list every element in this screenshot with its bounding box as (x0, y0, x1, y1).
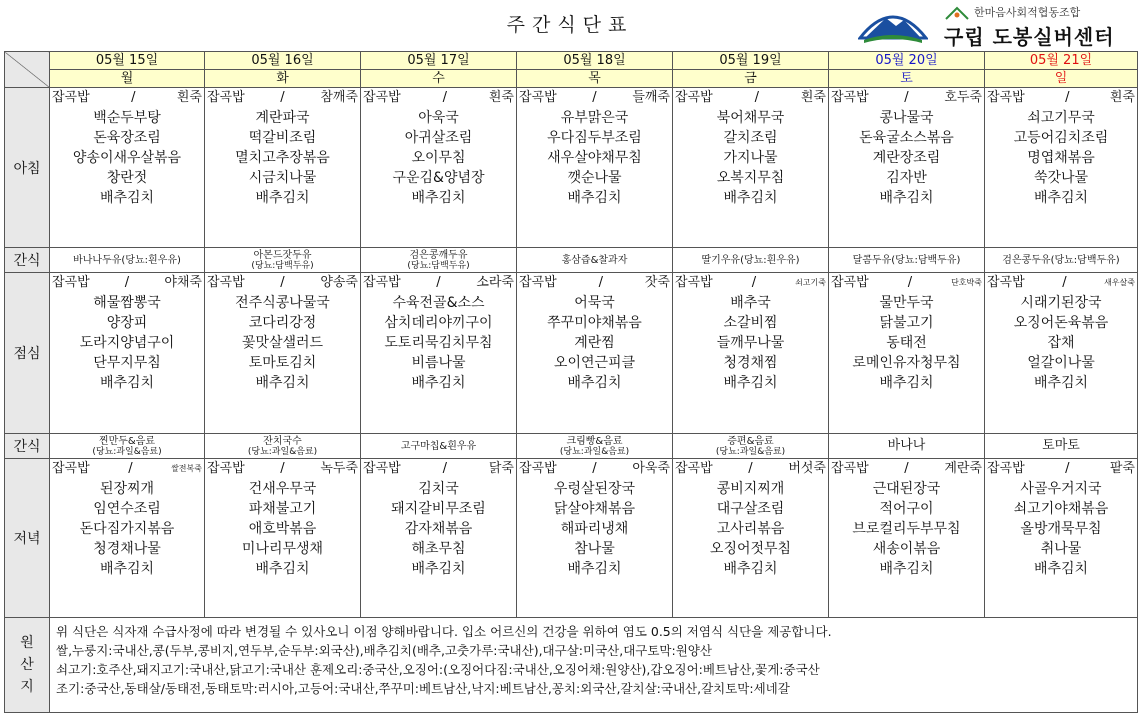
origin-label-char: 원 (20, 635, 34, 651)
snack-diabetic-note: (당뇨:담백두유) (407, 260, 470, 271)
snack-diabetic-note: (당뇨:과일&음료) (715, 446, 786, 457)
lunch-cell (205, 273, 361, 434)
slash-divider: / (442, 461, 447, 476)
porridge-name: 단호박죽 (951, 278, 982, 287)
dish-item: 근대된장국 (872, 481, 941, 497)
rice-porridge-line (363, 459, 514, 479)
dish-item: 콩비지찌개 (716, 481, 785, 497)
weekday-header: 금 (673, 70, 829, 88)
dish-item: 멸치고추장볶음 (235, 150, 330, 166)
porridge-name: 쇠고기죽 (795, 278, 826, 287)
rice-porridge-line (519, 459, 670, 479)
date-header: 05월 19일 (673, 52, 829, 70)
rice-label: 잡곡밥 (987, 461, 1025, 476)
rice-label: 잡곡밥 (831, 275, 869, 290)
porridge-name: 녹두죽 (320, 461, 358, 476)
slash-divider: / (280, 275, 285, 290)
date-header: 05월 15일 (50, 52, 205, 70)
dish-item: 꽃맛살샐러드 (241, 335, 324, 351)
snack-diabetic-note: (당뇨:담백두유) (251, 260, 314, 271)
snack-item: 토마토 (1042, 438, 1080, 453)
dish-item: 해파리냉채 (560, 521, 629, 537)
breakfast-cell (517, 88, 673, 248)
dish-item: 청경채나물 (93, 541, 161, 557)
dish-item: 참나물 (574, 541, 615, 557)
dinner-cell (985, 459, 1138, 618)
dish-item: 대구살조림 (716, 501, 785, 517)
slash-divider: / (1065, 90, 1070, 105)
snack1-cell (829, 248, 985, 273)
slash-divider: / (1065, 461, 1070, 476)
logo-mountain-icon (858, 4, 928, 44)
breakfast-cell (361, 88, 517, 248)
dish-item: 배추김치 (411, 561, 466, 577)
dish-item: 배추김치 (879, 561, 934, 577)
snack-item: 딸기우유(당뇨:흰우유) (701, 254, 800, 266)
dish-item: 오이무침 (411, 150, 466, 166)
porridge-name: 흰죽 (1109, 90, 1135, 105)
logo-coop-name: 한마음사회적협동조합 (944, 4, 1080, 20)
slash-divider: / (754, 90, 759, 105)
dinner-cell (829, 459, 985, 618)
dish-item: 배추김치 (255, 375, 310, 391)
dish-item: 배추김치 (567, 561, 622, 577)
dish-item: 닭불고기 (879, 315, 934, 331)
dish-item: 단무지무침 (93, 355, 161, 371)
rice-label: 잡곡밥 (363, 461, 401, 476)
dish-item: 배추김치 (99, 375, 155, 391)
dish-item: 김자반 (886, 170, 927, 186)
snack2-cell (361, 434, 517, 459)
dinner-cell (361, 459, 517, 618)
rice-label: 잡곡밥 (52, 461, 90, 476)
snack-diabetic-note: (당뇨:과일&음료) (92, 446, 162, 457)
porridge-name: 흰죽 (176, 90, 202, 105)
breakfast-cell (985, 88, 1138, 248)
dish-item: 적어구이 (879, 501, 934, 517)
rice-label: 잡곡밥 (675, 275, 713, 290)
dish-item: 쇠고기야채볶음 (1013, 501, 1109, 517)
slash-divider: / (442, 90, 447, 105)
porridge-name: 소라죽 (476, 275, 514, 290)
dish-item: 배추김치 (567, 190, 622, 206)
snack-diabetic-note: (당뇨:과일&음료) (559, 446, 630, 457)
origin-label (5, 618, 50, 713)
porridge-name: 참깨죽 (320, 90, 358, 105)
dish-item: 아욱국 (418, 110, 459, 126)
dish-item: 오복지무침 (716, 170, 785, 186)
snack-item: 바나나 (887, 438, 926, 453)
snack-item: 아몬드잣두유 (253, 249, 312, 261)
snack2-row (5, 434, 1138, 459)
dish-item: 배추김치 (879, 375, 934, 391)
dish-item: 콩나물국 (879, 110, 934, 126)
dish-item: 얼갈이나물 (1027, 355, 1095, 371)
rice-label: 잡곡밥 (207, 275, 245, 290)
dish-item: 돈다짐가지볶음 (79, 521, 175, 537)
rice-label: 잡곡밥 (831, 461, 869, 476)
date-header: 05월 16일 (205, 52, 361, 70)
dish-item: 된장찌개 (99, 481, 155, 497)
dish-item: 삼치데리야끼구이 (384, 315, 493, 331)
dish-item: 돼지갈비무조림 (391, 501, 486, 517)
rice-porridge-line (519, 88, 670, 108)
weekday-header: 일 (985, 70, 1138, 88)
snack1-cell (673, 248, 829, 273)
dinner-row (5, 459, 1138, 618)
lunch-cell (829, 273, 985, 434)
snack1-label: 간식 (5, 248, 50, 273)
dish-item: 고등어김치조림 (1013, 130, 1109, 146)
slash-divider: / (436, 275, 441, 290)
dish-item: 청경채찜 (723, 355, 778, 371)
rice-porridge-line (675, 459, 826, 479)
dish-item: 닭살야채볶음 (553, 501, 636, 517)
dish-item: 배추김치 (1033, 190, 1089, 206)
date-header: 05월 20일 (829, 52, 985, 70)
weekday-header: 화 (205, 70, 361, 88)
snack-item: 달콤두유(당뇨:담백두유) (852, 254, 961, 266)
dish-item: 전주식콩나물국 (235, 295, 330, 311)
porridge-name: 새우살죽 (1104, 278, 1135, 287)
dish-item: 새송이볶음 (872, 541, 941, 557)
porridge-name: 들깨죽 (632, 90, 670, 105)
dish-item: 배추김치 (723, 190, 778, 206)
dish-item: 계란장조림 (872, 150, 941, 166)
slash-divider: / (904, 90, 909, 105)
rice-porridge-line (831, 273, 982, 293)
snack2-cell (673, 434, 829, 459)
dish-item: 쭈꾸미야채볶음 (547, 315, 642, 331)
rice-label: 잡곡밥 (519, 461, 557, 476)
origin-line: 조기:중국산,동태살/동태전,동태토막:러시아,고등어:국내산,쭈꾸미:베트남산,낙지:베트남산,꽁치:외국산,갈치살:국내산,갈치토막:세네갈 (56, 681, 790, 696)
dinner-cell (205, 459, 361, 618)
origin-line: 쇠고기:호주산,돼지고기:국내산,닭고기:국내산 훈제오리:중국산,오징어:(오징어다짐:국내산,오징어채:원양산),갑오징어:베트남산,꽃게:중국산 (56, 662, 820, 677)
coop-house-icon (944, 6, 970, 20)
dish-item: 배추김치 (879, 190, 934, 206)
dish-item: 배추김치 (99, 190, 155, 206)
dish-item: 갈치조림 (723, 130, 778, 146)
dish-item: 시금치나물 (248, 170, 317, 186)
dish-item: 시래기된장국 (1020, 295, 1102, 311)
rice-porridge-line (675, 88, 826, 108)
rice-porridge-line (52, 88, 202, 108)
rice-label: 잡곡밥 (207, 461, 245, 476)
snack-item: 검은콩두유(당뇨:담백두유) (1002, 254, 1120, 266)
dinner-cell (50, 459, 205, 618)
dish-item: 양송이새우살볶음 (72, 150, 182, 166)
page-title: 주간식단표 (506, 14, 634, 36)
dish-item: 명엽채볶음 (1027, 150, 1095, 166)
rice-porridge-line (207, 273, 358, 293)
dish-item: 배추김치 (411, 190, 466, 206)
rice-porridge-line (987, 88, 1135, 108)
logo (858, 2, 1128, 48)
rice-porridge-line (831, 88, 982, 108)
breakfast-cell (50, 88, 205, 248)
rice-label: 잡곡밥 (519, 90, 557, 105)
slash-divider: / (1062, 275, 1067, 290)
origin-notes (50, 618, 1138, 713)
dish-item: 배추김치 (1033, 375, 1089, 391)
dish-item: 쑥갓나물 (1033, 170, 1089, 186)
dish-item: 수육전골&소스 (392, 295, 485, 311)
breakfast-cell (829, 88, 985, 248)
lunch-cell (517, 273, 673, 434)
dish-item: 올방개묵무침 (1020, 521, 1102, 537)
origin-row (5, 618, 1138, 713)
rice-label: 잡곡밥 (519, 275, 557, 290)
lunch-label: 점심 (5, 273, 50, 434)
porridge-name: 아욱죽 (632, 461, 670, 476)
snack2-cell (985, 434, 1138, 459)
weekday-header: 월 (50, 70, 205, 88)
dish-item: 건새우무국 (248, 481, 317, 497)
origin-label-char: 지 (20, 679, 34, 695)
breakfast-row (5, 88, 1138, 248)
dish-item: 오징어돈육볶음 (1013, 315, 1109, 331)
breakfast-cell (673, 88, 829, 248)
dish-item: 유부맑은국 (560, 110, 629, 126)
snack1-cell (205, 248, 361, 273)
origin-label-char: 산 (20, 657, 34, 673)
dinner-cell (673, 459, 829, 618)
snack2-cell (829, 434, 985, 459)
rice-porridge-line (363, 273, 514, 293)
porridge-name: 흰죽 (800, 90, 826, 105)
porridge-name: 버섯죽 (788, 461, 826, 476)
dish-item: 비름나물 (411, 355, 466, 371)
rice-porridge-line (831, 459, 982, 479)
dish-item: 배추김치 (723, 561, 778, 577)
weekday-header: 토 (829, 70, 985, 88)
snack-item: 바나나두유(당뇨:흰우유) (73, 254, 181, 266)
lunch-cell (50, 273, 205, 434)
dish-item: 감자채볶음 (404, 521, 473, 537)
dish-item: 북어채무국 (716, 110, 785, 126)
logo-center-name: 구립 도봉실버센터 (944, 25, 1115, 49)
rice-porridge-line (363, 88, 514, 108)
snack-item: 검은콩깨두유 (409, 249, 468, 261)
dish-item: 잡채 (1047, 335, 1075, 351)
porridge-name: 쌀전복죽 (171, 464, 202, 473)
dish-item: 돈육굴소스볶음 (859, 130, 954, 146)
slash-divider: / (592, 461, 597, 476)
dinner-cell (517, 459, 673, 618)
dish-item: 떡갈비조림 (248, 130, 317, 146)
dish-item: 구운김&양념장 (392, 170, 485, 186)
slash-divider: / (598, 275, 603, 290)
dish-item: 취나물 (1040, 541, 1082, 557)
slash-divider: / (280, 90, 285, 105)
dish-item: 애호박볶음 (248, 521, 317, 537)
dish-item: 배추김치 (255, 190, 310, 206)
date-header: 05월 18일 (517, 52, 673, 70)
lunch-cell (985, 273, 1138, 434)
rice-label: 잡곡밥 (987, 275, 1025, 290)
porridge-name: 잣죽 (644, 275, 670, 290)
rice-porridge-line (675, 273, 826, 293)
slash-divider: / (748, 461, 753, 476)
dish-item: 배추김치 (723, 375, 778, 391)
dish-item: 배추김치 (411, 375, 466, 391)
dish-item: 배추김치 (99, 561, 155, 577)
slash-divider: / (124, 275, 130, 290)
dish-item: 김치국 (418, 481, 459, 497)
dish-item: 백순두부탕 (93, 110, 161, 126)
snack-item: 찐만두&음료 (98, 435, 156, 447)
rice-label: 잡곡밥 (831, 90, 869, 105)
snack1-cell (50, 248, 205, 273)
dish-item: 사골우거지국 (1020, 481, 1102, 497)
dish-item: 해초무침 (411, 541, 466, 557)
dish-item: 도토리묵김치무침 (384, 335, 493, 351)
lunch-cell (361, 273, 517, 434)
slash-divider: / (751, 275, 757, 290)
slash-divider: / (280, 461, 285, 476)
dish-item: 어묵국 (574, 295, 615, 311)
dish-item: 가지나물 (723, 150, 778, 166)
date-row (5, 52, 1138, 70)
dish-item: 쇠고기무국 (1027, 110, 1095, 126)
rice-porridge-line (207, 88, 358, 108)
rice-porridge-line (52, 459, 202, 479)
dish-item: 해물짬뽕국 (93, 295, 161, 311)
snack-item: 잔치국수 (263, 435, 302, 447)
snack1-cell (361, 248, 517, 273)
rice-porridge-line (987, 273, 1135, 293)
snack-item: 홍삼즙&찰과자 (561, 254, 628, 266)
header-corner (5, 52, 50, 88)
snack-diabetic-note: (당뇨:과일&음료) (247, 446, 318, 457)
dish-item: 들깨무나물 (716, 335, 785, 351)
dish-item: 미나리무생채 (241, 541, 324, 557)
origin-line: 쌀,누룽지:국내산,콩(두부,콩비지,연두부,순두부:외국산),배추김치(배추,고춧가루:국내산),대구살:미국산,대구토막:원양산 (56, 643, 712, 658)
dinner-label: 저녁 (5, 459, 50, 618)
rice-porridge-line (52, 273, 202, 293)
dish-item: 돈육장조림 (93, 130, 161, 146)
snack1-cell (517, 248, 673, 273)
rice-label: 잡곡밥 (363, 275, 401, 290)
snack-item: 고구마칩&흰우유 (400, 440, 477, 452)
dish-item: 파채불고기 (248, 501, 317, 517)
porridge-name: 야채죽 (164, 275, 202, 290)
weekly-menu-table (4, 51, 1138, 713)
porridge-name: 팥죽 (1109, 461, 1135, 476)
snack-item: 증편&음료 (727, 435, 774, 447)
date-header: 05월 17일 (361, 52, 517, 70)
dish-item: 계란파국 (255, 110, 310, 126)
dish-item: 창란젓 (106, 170, 148, 186)
rice-label: 잡곡밥 (363, 90, 401, 105)
breakfast-label: 아침 (5, 88, 50, 248)
dish-item: 로메인유자청무침 (852, 355, 961, 371)
dish-item: 고사리볶음 (716, 521, 785, 537)
dish-item: 코다리강정 (248, 315, 317, 331)
porridge-name: 닭죽 (488, 461, 514, 476)
rice-porridge-line (207, 459, 358, 479)
snack-item: 크림빵&음료 (566, 435, 623, 447)
weekday-header: 목 (517, 70, 673, 88)
dish-item: 계란찜 (574, 335, 615, 351)
date-header: 05월 21일 (985, 52, 1138, 70)
weekday-header: 수 (361, 70, 517, 88)
dish-item: 도라지양념구이 (79, 335, 175, 351)
lunch-cell (673, 273, 829, 434)
porridge-name: 흰죽 (488, 90, 514, 105)
snack1-row (5, 248, 1138, 273)
rice-label: 잡곡밥 (675, 90, 713, 105)
dish-item: 토마토김치 (248, 355, 317, 371)
rice-porridge-line (519, 273, 670, 293)
slash-divider: / (904, 461, 909, 476)
porridge-name: 양송죽 (320, 275, 358, 290)
dish-item: 배추김치 (1033, 561, 1089, 577)
dish-item: 오징어젓무침 (709, 541, 792, 557)
slash-divider: / (128, 461, 133, 476)
slash-divider: / (131, 90, 136, 105)
rice-label: 잡곡밥 (52, 90, 90, 105)
rice-label: 잡곡밥 (52, 275, 90, 290)
weekday-row (5, 70, 1138, 88)
dish-item: 아귀살조림 (404, 130, 473, 146)
dish-item: 우다짐두부조림 (547, 130, 642, 146)
dish-item: 우렁살된장국 (553, 481, 636, 497)
dish-item: 새우살야채무침 (547, 150, 642, 166)
breakfast-cell (205, 88, 361, 248)
dish-item: 소갈비찜 (723, 315, 778, 331)
dish-item: 동태전 (886, 335, 927, 351)
rice-label: 잡곡밥 (675, 461, 713, 476)
snack2-cell (205, 434, 361, 459)
dish-item: 배추김치 (567, 375, 622, 391)
slash-divider: / (592, 90, 597, 105)
porridge-name: 호두죽 (944, 90, 982, 105)
dish-item: 물만두국 (879, 295, 934, 311)
dish-item: 배추김치 (255, 561, 310, 577)
dish-item: 배추국 (730, 295, 771, 311)
dish-item: 브로컬리두부무침 (852, 521, 961, 537)
snack2-label: 간식 (5, 434, 50, 459)
rice-label: 잡곡밥 (987, 90, 1025, 105)
snack1-cell (985, 248, 1138, 273)
lunch-row (5, 273, 1138, 434)
rice-label: 잡곡밥 (207, 90, 245, 105)
dish-item: 양장피 (106, 315, 148, 331)
dish-item: 오이연근피클 (553, 355, 636, 371)
dish-item: 임연수조림 (93, 501, 161, 517)
snack2-cell (517, 434, 673, 459)
porridge-name: 계란죽 (944, 461, 982, 476)
slash-divider: / (907, 275, 913, 290)
snack2-cell (50, 434, 205, 459)
origin-line: 위 식단은 식자재 수급사정에 따라 변경될 수 있사오니 이점 양해바랍니다. 입소 어르신의 건강을 위하여 염도 0.5의 저염식 식단을 제공합니다. (56, 624, 832, 639)
dish-item: 깻순나물 (567, 170, 622, 186)
rice-porridge-line (987, 459, 1135, 479)
